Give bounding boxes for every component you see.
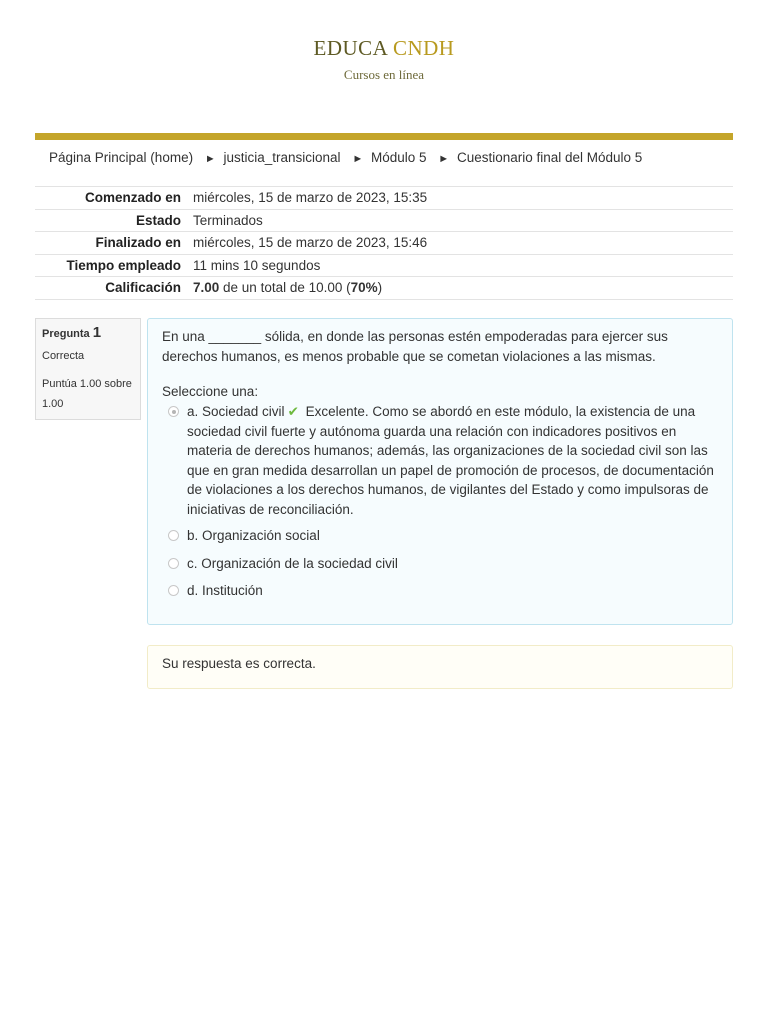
question-text: En una _______ sólida, en donde las personas estén empoderadas para ejercer sus derechos humanos, es menos probable que se cometan violaciones a las mismas. <box>162 329 668 364</box>
summary-label: Calificación <box>35 277 187 300</box>
radio-button-selected[interactable] <box>168 406 179 417</box>
summary-row-started <box>35 187 733 210</box>
grade-percent: 70% <box>350 280 378 296</box>
breadcrumb <box>49 150 642 165</box>
answer-option-a[interactable] <box>162 402 718 519</box>
summary-value: 11 mins 10 segundos <box>187 254 733 277</box>
breadcrumb-home-link[interactable]: Página Principal (home) <box>49 150 194 165</box>
summary-label: Tiempo empleado <box>35 254 187 277</box>
question-content <box>147 318 733 625</box>
header-divider-bar <box>35 133 733 140</box>
answer-option-b[interactable] <box>162 526 718 546</box>
summary-value: miércoles, 15 de marzo de 2023, 15:35 <box>187 187 733 210</box>
summary-label: Estado <box>35 209 187 232</box>
breadcrumb-course-link[interactable]: justicia_transicional <box>223 150 341 165</box>
answer-options <box>162 402 718 601</box>
grade-score: 7.00 <box>193 280 220 296</box>
question-grade: Puntúa 1.00 sobre 1.00 <box>42 378 132 410</box>
answer-feedback-box <box>147 645 733 689</box>
radio-button[interactable] <box>168 585 179 596</box>
question-number <box>42 324 134 341</box>
summary-label: Comenzado en <box>35 187 187 210</box>
option-label: d. Institución <box>187 583 263 598</box>
question-number-label: Pregunta <box>42 328 90 340</box>
feedback-text: Su respuesta es correcta. <box>162 656 316 671</box>
breadcrumb-separator-icon: ► <box>438 153 450 165</box>
attempt-summary-table <box>35 186 733 300</box>
site-header <box>0 36 768 83</box>
summary-value: miércoles, 15 de marzo de 2023, 15:46 <box>187 232 733 255</box>
logo-text-main: EDUCA <box>313 36 388 60</box>
breadcrumb-separator-icon: ► <box>204 153 216 165</box>
question-info-panel <box>35 318 141 420</box>
site-subtitle: Cursos en línea <box>343 67 425 82</box>
answer-option-c[interactable] <box>162 554 718 574</box>
summary-label: Finalizado en <box>35 232 187 255</box>
option-label: a. Sociedad civil <box>187 404 285 419</box>
logo-text-accent: CNDH <box>392 36 455 60</box>
option-feedback: Excelente. Como se abordó en este módulo, la existencia de una sociedad civil fuerte y autónoma guarda una relación con indicadores positivos en materia de derechos humanos; además, las organizaciones de la sociedad civil son las que en gran medida desarrollan un papel de promoción de procesos, de documentación de violaciones a los derechos humanos, de vigilantes del Estado y como impulsoras de iniciativas de reconciliación. <box>187 404 714 517</box>
summary-row-state <box>35 209 733 232</box>
breadcrumb-separator-icon: ► <box>352 153 364 165</box>
summary-row-grade <box>35 277 733 300</box>
breadcrumb-module-link[interactable]: Módulo 5 <box>370 150 427 165</box>
question-state: Correcta <box>42 350 85 362</box>
radio-button[interactable] <box>168 558 179 569</box>
check-mark-icon: ✔ <box>287 404 299 419</box>
grade-middle-text: de un total de 10.00 ( <box>219 280 351 296</box>
summary-row-finished <box>35 232 733 255</box>
option-label: c. Organización de la sociedad civil <box>187 555 398 571</box>
grade-end-text: ) <box>377 280 383 296</box>
answer-option-d[interactable] <box>162 581 718 601</box>
summary-value: Terminados <box>187 209 733 232</box>
summary-value <box>187 277 733 300</box>
option-label: b. Organización social <box>187 528 320 543</box>
radio-button[interactable] <box>168 530 179 541</box>
answer-prompt: Seleccione una: <box>162 384 259 399</box>
question-number-value: 1 <box>92 324 102 341</box>
site-logo[interactable] <box>0 36 768 61</box>
summary-row-time-taken <box>35 254 733 277</box>
breadcrumb-quiz-link[interactable]: Cuestionario final del Módulo 5 <box>456 150 643 165</box>
